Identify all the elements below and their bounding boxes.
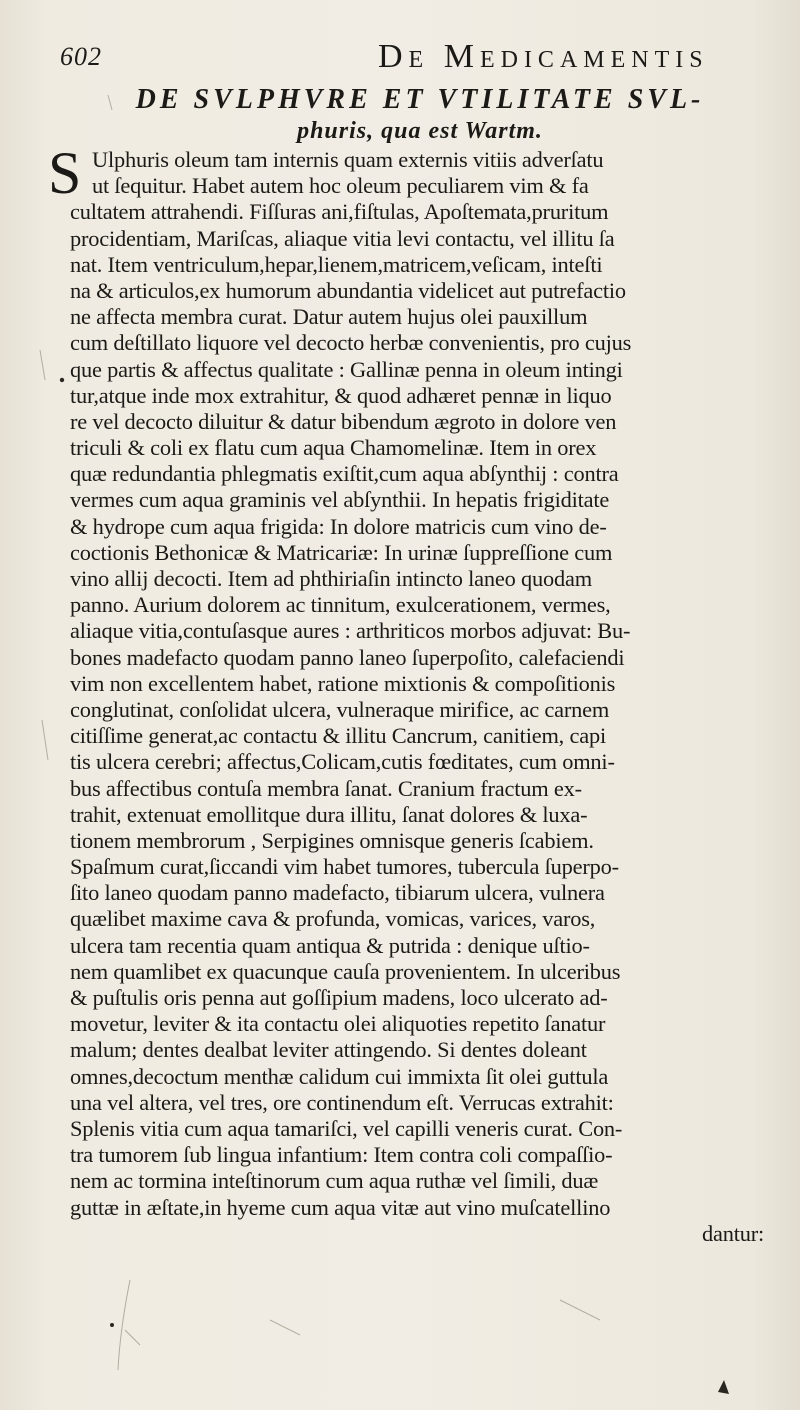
body-line: tionem membrorum , Serpigines omnisque generis ſcabiem. xyxy=(70,827,594,853)
body-line: cum deſtillato liquore vel decocto herbæ convenientis, pro cujus xyxy=(70,330,632,356)
body-line: vermes cum aqua graminis vel abſynthii. In hepatis frigiditate xyxy=(70,487,610,513)
body-line: ulcera tam recentia quam antiqua & putrida : denique uſtio- xyxy=(70,932,590,958)
section-title: DE SVLPHVRE ET VTILITATE SVL- xyxy=(135,84,705,115)
body-line: nat. Item ventriculum,hepar,lienem,matricem,veſicam, inteſti xyxy=(70,251,603,277)
drop-cap: S xyxy=(48,140,82,206)
body-line: citiſſime generat,ac contactu & illitu Cancrum, canitiem, capi xyxy=(70,723,606,749)
body-line: & puſtulis oris penna aut goſſipium madens, loco ulcerato ad- xyxy=(70,985,608,1010)
body-line: que partis & affectus qualitate : Gallinæ penna in oleum intingi xyxy=(70,356,623,382)
body-line: malum; dentes dealbat leviter attingendo. Si dentes doleant xyxy=(70,1037,587,1063)
body-line: Spaſmum curat,ſiccandi vim habet tumores, tubercula ſuperpo- xyxy=(70,854,619,880)
running-head: De Medicamentis xyxy=(378,38,709,75)
body-line: una vel altera, vel tres, ore continendum eſt. Verrucas extrahit: xyxy=(70,1089,614,1115)
body-line: quælibet maxime cava & profunda, vomicas, varices, varos, xyxy=(70,906,596,932)
body-line: tur,atque inde mox extrahitur, & quod adhæret pennæ in liquo xyxy=(70,382,612,408)
body-line: dantur: xyxy=(701,1220,764,1246)
body-line: aliaque vitia,contuſasque aures : arthriticos morbos adjuvat: Bu- xyxy=(70,618,631,644)
body-text xyxy=(48,140,794,1247)
body-line: Splenis vitia cum aqua tamariſci, vel capilli veneris curat. Con- xyxy=(70,1115,623,1141)
section-subtitle: phuris, qua est Wartm. xyxy=(297,118,543,144)
body-line: conglutinat, conſolidat ulcera, vulneraque mirifice, ac carnem xyxy=(70,696,610,722)
body-line: re vel decocto diluitur & datur bibendum ægroto in dolore ven xyxy=(70,408,617,434)
body-line: bus affectibus contuſa membra ſanat. Cranium fractum ex- xyxy=(70,775,582,801)
body-line: nem ac tormina inteſtinorum cum aqua ruthæ vel ſimili, duæ xyxy=(70,1168,599,1194)
body-line: ſito laneo quodam panno madefacto, tibiarum ulcera, vulnera xyxy=(70,880,605,906)
body-lines xyxy=(70,147,794,1247)
body-line: & hydrope cum aqua frigida: In dolore matricis cum vino de- xyxy=(70,513,607,539)
body-line: vino allij decocti. Item ad phthiriaſin intincto laneo quodam xyxy=(70,566,592,591)
body-line: tra tumorem ſub lingua infantium: Item contra coli compaſſio- xyxy=(70,1142,613,1168)
body-line: triculi & coli ex flatu cum aqua Chamomelinæ. Item in orex xyxy=(70,435,597,461)
body-line: trahit, extenuat emollitque dura illitu, ſanat dolores & luxa- xyxy=(70,801,588,827)
body-line: bones madefacto quodam panno laneo ſuperpoſito, calefaciendi xyxy=(70,644,625,670)
body-line: ut ſequitur. Habet autem hoc oleum peculiarem vim & fa xyxy=(92,173,589,199)
page-number: 602 xyxy=(60,42,102,71)
body-line: procidentiam, Mariſcas, aliaque vitia levi contactu, vel illitu ſa xyxy=(70,225,615,251)
body-line: movetur, leviter & ita contactu olei aliquoties repetito ſanatur xyxy=(70,1011,606,1037)
body-line: nem quamlibet ex quacunque cauſa provenientem. In ulceribus xyxy=(70,958,621,984)
body-line: omnes,decoctum menthæ calidum cui immixta ſit olei guttula xyxy=(70,1063,609,1089)
body-line: na & articulos,ex humorum abundantia videlicet aut putrefactio xyxy=(70,277,626,303)
body-line: vim non excellentem habet, ratione mixtionis & compoſitionis xyxy=(70,670,616,696)
page-header xyxy=(60,38,760,78)
body-line: tis ulcera cerebri; affectus,Colicam,cutis fœditates, cum omni- xyxy=(70,749,615,775)
body-line: cultatem attrahendi. Fiſſuras ani,fiſtulas, Apoſtemata,pruritum xyxy=(70,199,609,225)
body-line: panno. Aurium dolorem ac tinnitum, exulcerationem, vermes, xyxy=(70,592,611,618)
body-line: guttæ in æſtate,in hyeme cum aqua vitæ aut vino muſcatellino xyxy=(70,1194,611,1220)
body-line: ne affecta membra curat. Datur autem hujus olei pauxillum xyxy=(70,304,588,330)
body-line: Ulphuris oleum tam internis quam externis vitiis adverſatu xyxy=(92,147,604,172)
body-line: quæ redundantia phlegmatis exiſtit,cum aqua abſynthij : contra xyxy=(70,461,619,487)
body-line: coctionis Bethonicæ & Matricariæ: In urinæ ſuppreſſione cum xyxy=(70,539,613,565)
